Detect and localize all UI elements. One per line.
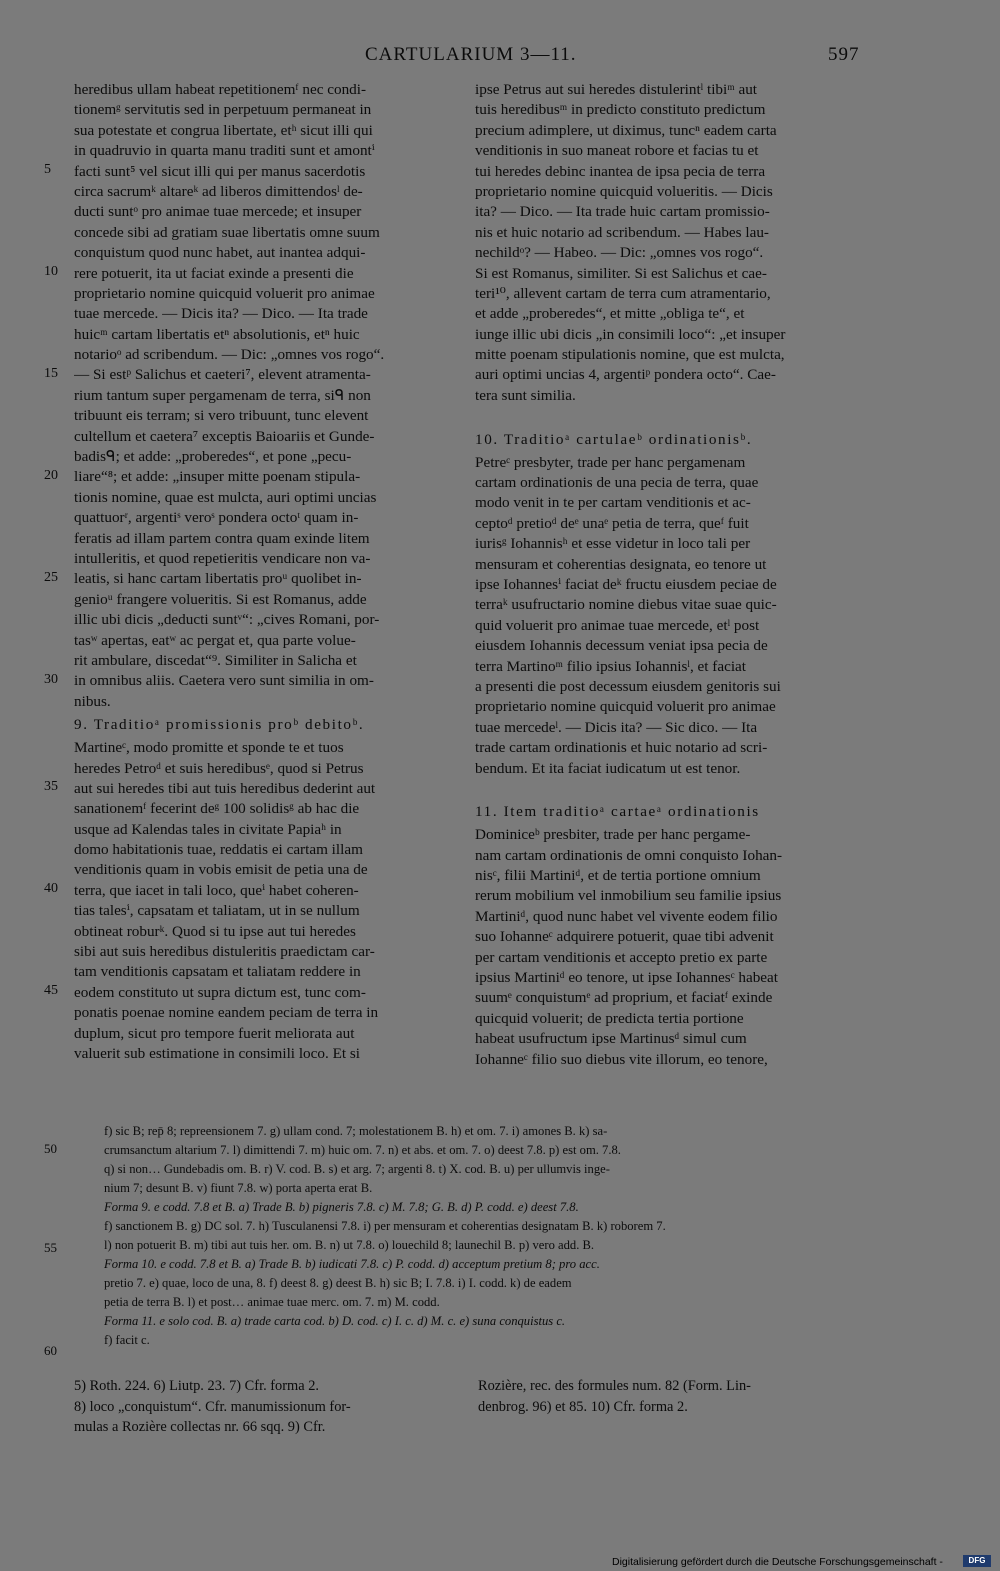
footnote-line: 5) Roth. 224. 6) Liutp. 23. 7) Cfr. forma 2. [74, 1378, 320, 1394]
footnotes-right [478, 1376, 868, 1417]
footnote-line: Rozière, rec. des formules num. 82 (Form. Lin- [478, 1378, 751, 1394]
text-line: modo venit in te per cartam venditionis et ac- [475, 494, 751, 512]
apparatus-line: pretio 7. e) quae, loco de una, 8. f) deest 8. g) deest B. h) sic B; I. 7.8. i) I. codd. k) de eadem [104, 1276, 572, 1290]
text-line: genioᵘ frangere volueritis. Si est Romanus, adde [74, 590, 367, 608]
text-line: bendum. Et ita faciat iudicatum ut est tenor. [475, 759, 741, 777]
text-line: proprietario nomine quicquid voluerit pro animae [475, 698, 776, 716]
digitization-credit: Digitalisierung gefördert durch die Deutsche Forschungsgemeinschaft - [612, 1556, 943, 1568]
text-line: auri optimi uncias 4, argentiᵖ pondera octo“. Cae- [475, 366, 776, 384]
text-line: iunge illic ubi dicis „in consimili loco“: „et insuper [475, 325, 786, 343]
text-line: iurisᵍ Iohannisʰ et esse videtur in loco tali per [475, 535, 751, 553]
text-line: facti sunt⁵ vel sicut illi qui per manus sacerdotis [74, 162, 366, 180]
text-line: per cartam venditionis et accepto pretio ex parte [475, 948, 768, 966]
footnote-line: mulas a Rozière collectas nr. 66 sqq. 9) Cfr. [74, 1419, 326, 1435]
critical-apparatus [104, 1122, 864, 1350]
text-line: ipse Petrus aut sui heredes distulerintˡ tibiᵐ aut [475, 81, 758, 98]
text-line: in quadruvio in quarta manu traditi sunt et amontⁱ [74, 142, 375, 160]
line-number: 55 [44, 1240, 57, 1255]
text-line: tuae mercedeˡ. — Dicis ita? — Sic dico. — Ita [475, 718, 758, 736]
text-line: ducti suntᵒ pro animae tuae mercede; et insuper [74, 203, 362, 221]
spacer [475, 779, 862, 799]
line-number: 50 [44, 1141, 57, 1156]
text-line: terra Martinoᵐ filio ipsius Iohannisˡ, et faciat [475, 657, 747, 675]
text-line: sibi aut suis heredibus distuleritis praedictam car- [74, 943, 375, 961]
text-line: ipsius Martiniᵈ eo tenore, ut ipse Iohannesᶜ habeat [475, 969, 779, 987]
text-line: badisᑫ; et adde: „proberedes“, et pone „pecu- [74, 448, 352, 466]
text-line: rium tantum super pergamenam de terra, siᑫ non [74, 386, 371, 404]
text-line: obtineat roburᵏ. Quod si tu ipse aut tui heredes [74, 922, 356, 940]
apparatus-line: petia de terra B. l) et post… animae tuae merc. om. 7. m) M. codd. [104, 1295, 440, 1309]
text-line: proprietario nomine quicquid voluerit pro animae [74, 284, 375, 302]
text-line: venditionis in suo maneat robore et facias tu et [475, 142, 759, 160]
text-line: notarioᵒ ad scribendum. — Dic: „omnes vos rogo“. [74, 346, 385, 364]
text-line: sanationemᶠ fecerint deᵍ 100 solidisᵍ ab hac die [74, 800, 360, 818]
text-line: domo habitationis tuae, reddatis ei cartam illam [74, 841, 363, 859]
text-line: sua potestate et congrua libertate, etʰ sicut illi qui [74, 121, 373, 139]
section-heading: 10. Traditioᵃ cartulaeᵇ ordinationisᵇ. [475, 430, 753, 448]
apparatus-line: f) sanctionem B. g) DC sol. 7. h) Tusculanensi 7.8. i) per mensuram et coherentias designatam B. k) roborem 7. [104, 1219, 666, 1233]
footnote-line: 8) loco „conquistum“. Cfr. manumissionum for- [74, 1398, 351, 1415]
footnote-line: denbrog. 96) et 85. 10) Cfr. forma 2. [478, 1398, 688, 1415]
text-line: duplum, sicut pro tempore fuerit meliorata aut [74, 1024, 355, 1042]
text-line: — Si estᵖ Salichus et caeteri⁷, elevent atramenta- [74, 366, 371, 384]
text-line: Petreᶜ presbyter, trade per hanc pergamenam [475, 453, 746, 471]
spacer [475, 406, 862, 426]
line-number: 40 [44, 881, 58, 897]
text-line: nechildᵒ? — Habeo. — Dic: „omnes vos rogo“. [475, 244, 764, 262]
text-line: tuae mercede. — Dicis ita? — Dico. — Ita trade [74, 305, 368, 323]
text-line: rere potuerit, ita ut faciat exinde a presenti die [74, 264, 354, 282]
footnotes-left [74, 1376, 464, 1438]
text-line: Dominiceᵇ presbiter, trade per hanc pergame- [475, 826, 751, 844]
apparatus-line: f) sic B; rep̄ 8; repreensionem 7. g) ullam cond. 7; molestationem B. h) et om. 7. i) amones B. k) sa- [104, 1124, 608, 1138]
text-line: tias talesⁱ, capsatam et taliatam, ut in se nullum [74, 902, 360, 920]
text-line: heredes Petroᵈ et suis heredibusᵉ, quod si Petrus [74, 759, 364, 777]
line-number: 5 [44, 161, 51, 177]
line-number: 20 [44, 467, 58, 483]
text-line: liare“⁸; et adde: „insuper mitte poenam stipula- [74, 468, 361, 486]
text-line: illic ubi dicis „deducti suntᵛ“: „cives Romani, por- [74, 611, 380, 629]
apparatus-line: nium 7; desunt B. v) fiunt 7.8. w) porta aperta erat B. [104, 1181, 373, 1195]
text-line: rerum mobilium vel inmobilium seu familie ipsius [475, 887, 782, 905]
left-text-column [74, 80, 461, 1064]
section-heading: 9. Traditioᵃ promissionis proᵇ debitoᵇ. [74, 716, 365, 734]
text-line: conquistum quod nunc habet, aut inantea adqui- [74, 244, 366, 262]
text-line: aut sui heredes tibi aut tuis heredibus dederint aut [74, 779, 376, 797]
text-line: suo Iohanneᶜ adquirere potuerit, quae tibi advenit [475, 928, 774, 946]
running-title: CARTULARIUM 3—11. [365, 44, 577, 65]
apparatus-line: q) si non… Gundebadis om. B. r) V. cod. B. s) et arg. 7; argenti 8. t) X. cod. B. u) per ullumvis inge- [104, 1162, 610, 1176]
text-line: trade cartam ordinationis et huic notario ad scri- [475, 739, 768, 757]
text-line: precium adimplere, ut diximus, tuncⁿ eadem carta [475, 121, 777, 139]
text-line: Iohanneᶜ filio suo diebus vite illorum, eo tenore, [475, 1050, 768, 1068]
apparatus-line: Forma 11. e solo cod. B. a) trade carta cod. b) D. cod. c) I. c. d) M. c. e) suna conquistus c. [104, 1314, 566, 1328]
text-line: cultellum et caetera⁷ exceptis Baioariis et Gunde- [74, 427, 375, 445]
line-number: 35 [44, 779, 58, 795]
text-line: tionemᵍ servitutis sed in perpetuum permaneat in [74, 101, 372, 119]
apparatus-line: Forma 9. e codd. 7.8 et B. a) Trade B. b) pigneris 7.8. c) M. 7.8; G. B. d) P. codd. e) deest 7.8. [104, 1200, 579, 1214]
text-line: mensuram et coherentias designata, eo tenore ut [475, 555, 767, 573]
text-line: rit ambulare, discedat“⁹. Similiter in Salicha et [74, 651, 357, 669]
apparatus-line: l) non potuerit B. m) tibi aut tuis her. om. B. n) ut 7.8. o) louechild 8; launechil B. p) vero add. B. [104, 1238, 595, 1252]
text-line: venditionis quam in vobis emisit de petia una de [74, 861, 368, 879]
text-line: tuis heredibusᵐ in predicto constituto predictum [475, 101, 766, 119]
text-line: ipse Iohannesⁱ faciat deᵏ fructu eiusdem peciae de [475, 575, 777, 593]
line-number: 30 [44, 671, 58, 687]
text-line: ponatis poenae nomine eandem peciam de terra in [74, 1004, 379, 1022]
text-line: nis et huic notario ad scribendum. — Habes lau- [475, 223, 769, 241]
text-line: intulleritis, et quod repetieritis vendicare non va- [74, 549, 371, 567]
text-line: ceptoᵈ pretioᵈ deᵉ unaᵉ petia de terra, queᶠ fuit [475, 514, 749, 532]
text-line: eodem constituto ut supra dictum est, tunc com- [74, 983, 366, 1001]
text-line: tui heredes debinc inantea de ipsa pecia de terra [475, 162, 766, 180]
text-line: nam cartam ordinationis de omni conquisto Iohan- [475, 846, 783, 864]
text-line: concede sibi ad gratiam suae libertatis omne suum [74, 223, 380, 241]
text-line: et adde „proberedes“, et mitte „obliga te“, et [475, 305, 745, 323]
text-line: usque ad Kalendas tales in civitate Papiaʰ in [74, 820, 342, 838]
text-line: a presenti die post decessum eiusdem genitoris sui [475, 677, 781, 695]
text-line: nisᶜ, filii Martiniᵈ, et de tertia portione omnium [475, 867, 761, 885]
text-line: nibus. [74, 692, 111, 710]
line-number: 25 [44, 569, 58, 585]
text-line: Si est Romanus, similiter. Si est Salichus et cae- [475, 264, 767, 282]
text-line: tribuunt eis terram; si vero tribuunt, tunc elevent [74, 407, 369, 425]
line-number: 10 [44, 263, 58, 279]
section-heading: 11. Item traditioᵃ cartaeᵃ ordinationis [475, 803, 760, 821]
text-line: leatis, si hanc cartam libertatis proᵘ quolibet in- [74, 570, 362, 588]
text-line: cartam ordinationis de una pecia de terra, quae [475, 474, 759, 492]
text-line: terra, que iacet in tali loco, queⁱ habet coheren- [74, 881, 359, 899]
page-number: 597 [828, 44, 860, 65]
text-line: proprietario nomine quicquid volueritis. — Dicis [475, 182, 773, 200]
text-line: quid voluerit pro animae tuae mercede, etˡ post [475, 616, 760, 634]
dfg-logo: DFG [963, 1555, 991, 1567]
text-line: Martineᶜ, modo promitte et sponde te et tuos [74, 739, 344, 757]
right-text-column [475, 80, 862, 1070]
text-line: in omnibus aliis. Caetera vero sunt similia in om- [74, 672, 374, 690]
text-line: habeat usufructum ipse Martinusᵈ simul cum [475, 1030, 747, 1048]
text-line: tam venditionis capsatam et taliatam reddere in [74, 963, 361, 981]
text-line: eiusdem Iohannis decessum veniat ipsa pecia de [475, 637, 768, 655]
text-line: Martiniᵈ, quod nunc habet vel vivente eodem filio [475, 907, 778, 925]
text-line: feratis ad illam partem contra quam exinde litem [74, 529, 370, 547]
text-line: quicquid voluerit; de predicta tertia portione [475, 1009, 744, 1027]
line-number: 45 [44, 983, 58, 999]
apparatus-line: crumsanctum altarium 7. l) dimittendi 7. m) huic om. 7. n) et abs. et om. 7. o) deest 7.8. p) est om. 7.8. [104, 1143, 621, 1157]
line-number: 15 [44, 365, 58, 381]
text-line: teri¹⁰, allevent cartam de terra cum atramentario, [475, 284, 771, 302]
text-line: tionis nomine, quae est mulcta, auri optimi uncias [74, 488, 377, 506]
text-line: suumᵉ conquistumᵉ ad proprium, et faciatᶠ exinde [475, 989, 773, 1007]
text-line: circa sacrumᵏ altareᵏ ad liberos dimittendosˡ de- [74, 182, 363, 200]
text-line: heredibus ullam habeat repetitionemᶠ nec condi- [74, 81, 367, 98]
apparatus-line: Forma 10. e codd. 7.8 et B. a) Trade B. b) iudicati 7.8. c) P. codd. d) acceptum pretium 8; pro acc. [104, 1257, 600, 1271]
text-line: tera sunt similia. [475, 386, 576, 404]
text-line: ita? — Dico. — Ita trade huic cartam promissio- [475, 203, 770, 221]
text-line: huicᵐ cartam libertatis etⁿ absolutionis, etⁿ huic [74, 325, 360, 343]
text-line: terraᵏ usufructario nomine diebus vitae suae quic- [475, 596, 777, 614]
apparatus-line: f) facit c. [104, 1333, 150, 1347]
text-line: tasʷ apertas, eatʷ ac pergat et, qua parte volue- [74, 631, 356, 649]
line-number: 60 [44, 1343, 57, 1358]
text-line: valuerit sub estimatione in consimili loco. Et si [74, 1044, 360, 1062]
text-line: quattuorʳ, argentiˢ veroˢ pondera octoᵗ quam in- [74, 509, 359, 527]
text-line: mitte poenam stipulationis nomine, que est mulcta, [475, 346, 785, 364]
